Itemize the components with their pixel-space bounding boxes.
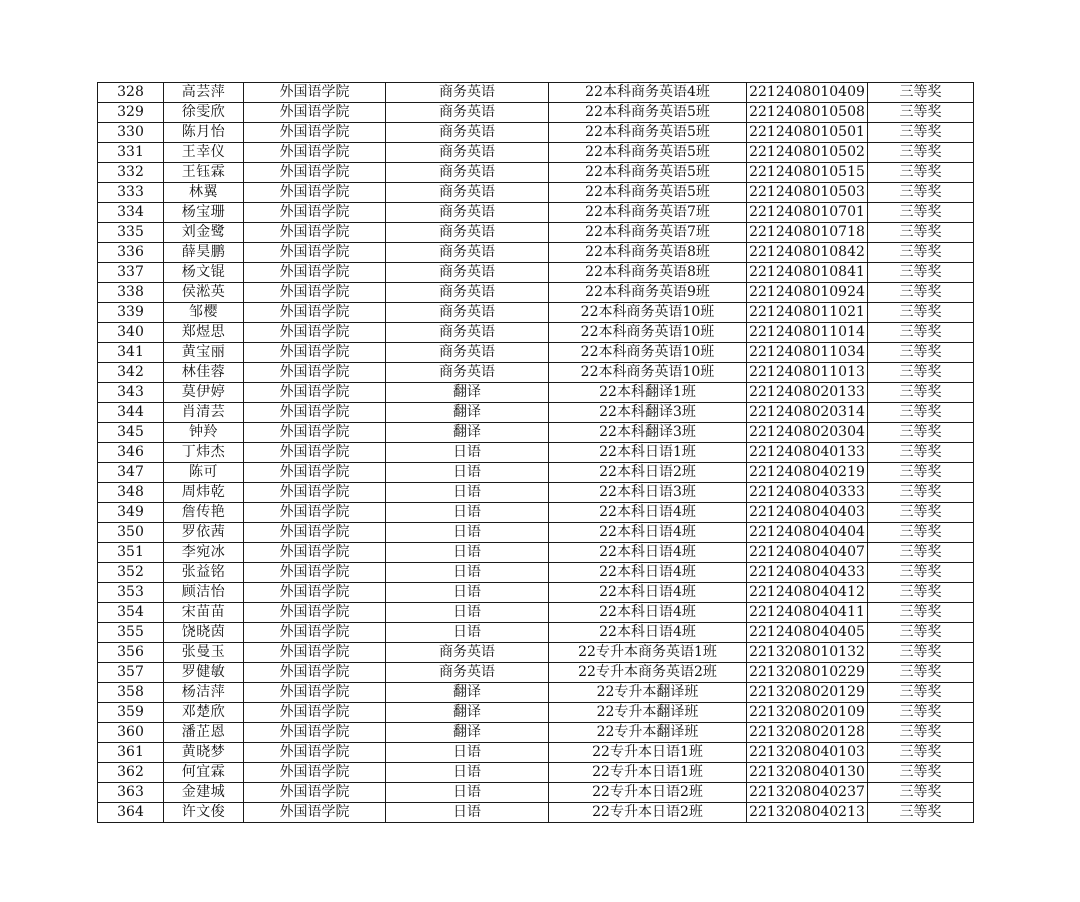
cell-student-id: 2212408040407 — [747, 543, 868, 563]
cell-student-id: 2212408040405 — [747, 623, 868, 643]
cell-college: 外国语学院 — [244, 323, 386, 343]
cell-name: 杨洁萍 — [164, 683, 244, 703]
cell-student-id: 2212408040433 — [747, 563, 868, 583]
cell-student-id: 2212408011034 — [747, 343, 868, 363]
cell-college: 外国语学院 — [244, 683, 386, 703]
table-row — [98, 243, 974, 263]
cell-name: 陈可 — [164, 463, 244, 483]
cell-student-id: 2213208020128 — [747, 723, 868, 743]
cell-name: 杨宝珊 — [164, 203, 244, 223]
cell-no: 358 — [98, 683, 164, 703]
award-list-table — [97, 82, 974, 823]
cell-no: 343 — [98, 383, 164, 403]
cell-class: 22专升本翻译班 — [549, 683, 747, 703]
cell-college: 外国语学院 — [244, 283, 386, 303]
cell-college: 外国语学院 — [244, 103, 386, 123]
cell-award: 三等奖 — [868, 403, 974, 423]
cell-major: 商务英语 — [386, 183, 549, 203]
cell-no: 335 — [98, 223, 164, 243]
cell-no: 364 — [98, 803, 164, 823]
cell-no: 359 — [98, 703, 164, 723]
cell-student-id: 2213208020109 — [747, 703, 868, 723]
cell-award: 三等奖 — [868, 83, 974, 103]
cell-name: 林佳蓉 — [164, 363, 244, 383]
cell-student-id: 2212408040403 — [747, 503, 868, 523]
cell-student-id: 2212408040133 — [747, 443, 868, 463]
cell-student-id: 2212408040412 — [747, 583, 868, 603]
cell-college: 外国语学院 — [244, 243, 386, 263]
cell-major: 商务英语 — [386, 323, 549, 343]
cell-no: 361 — [98, 743, 164, 763]
table-body — [98, 83, 974, 823]
table-row — [98, 163, 974, 183]
cell-no: 339 — [98, 303, 164, 323]
cell-student-id: 2212408010508 — [747, 103, 868, 123]
cell-student-id: 2212408040219 — [747, 463, 868, 483]
cell-class: 22专升本商务英语1班 — [549, 643, 747, 663]
cell-award: 三等奖 — [868, 783, 974, 803]
cell-student-id: 2213208010229 — [747, 663, 868, 683]
cell-college: 外国语学院 — [244, 363, 386, 383]
cell-class: 22本科商务英语10班 — [549, 323, 747, 343]
cell-college: 外国语学院 — [244, 783, 386, 803]
cell-award: 三等奖 — [868, 283, 974, 303]
cell-award: 三等奖 — [868, 483, 974, 503]
cell-class: 22本科日语1班 — [549, 443, 747, 463]
cell-college: 外国语学院 — [244, 423, 386, 443]
cell-name: 邹樱 — [164, 303, 244, 323]
table-row — [98, 803, 974, 823]
cell-name: 丁炜杰 — [164, 443, 244, 463]
cell-name: 杨文锟 — [164, 263, 244, 283]
cell-college: 外国语学院 — [244, 403, 386, 423]
cell-major: 商务英语 — [386, 263, 549, 283]
table-row — [98, 383, 974, 403]
cell-student-id: 2212408011021 — [747, 303, 868, 323]
cell-major: 商务英语 — [386, 363, 549, 383]
cell-college: 外国语学院 — [244, 223, 386, 243]
cell-student-id: 2213208040213 — [747, 803, 868, 823]
cell-class: 22专升本日语2班 — [549, 783, 747, 803]
cell-major: 商务英语 — [386, 243, 549, 263]
cell-college: 外国语学院 — [244, 523, 386, 543]
table-row — [98, 603, 974, 623]
cell-award: 三等奖 — [868, 163, 974, 183]
cell-award: 三等奖 — [868, 683, 974, 703]
cell-major: 商务英语 — [386, 143, 549, 163]
cell-class: 22本科翻译3班 — [549, 423, 747, 443]
cell-major: 日语 — [386, 583, 549, 603]
cell-major: 翻译 — [386, 703, 549, 723]
cell-college: 外国语学院 — [244, 663, 386, 683]
cell-student-id: 2212408020133 — [747, 383, 868, 403]
cell-name: 徐雯欣 — [164, 103, 244, 123]
cell-student-id: 2212408040411 — [747, 603, 868, 623]
cell-major: 日语 — [386, 803, 549, 823]
cell-award: 三等奖 — [868, 803, 974, 823]
cell-class: 22本科日语4班 — [549, 523, 747, 543]
table-row — [98, 103, 974, 123]
cell-award: 三等奖 — [868, 103, 974, 123]
cell-class: 22本科商务英语8班 — [549, 263, 747, 283]
cell-class: 22本科商务英语10班 — [549, 343, 747, 363]
cell-award: 三等奖 — [868, 203, 974, 223]
table-row — [98, 523, 974, 543]
cell-major: 翻译 — [386, 423, 549, 443]
cell-major: 翻译 — [386, 403, 549, 423]
cell-no: 338 — [98, 283, 164, 303]
cell-no: 336 — [98, 243, 164, 263]
cell-name: 罗健敏 — [164, 663, 244, 683]
cell-award: 三等奖 — [868, 563, 974, 583]
cell-name: 高芸萍 — [164, 83, 244, 103]
cell-award: 三等奖 — [868, 323, 974, 343]
table-row — [98, 83, 974, 103]
cell-college: 外国语学院 — [244, 763, 386, 783]
cell-class: 22本科商务英语4班 — [549, 83, 747, 103]
table-row — [98, 143, 974, 163]
cell-class: 22本科商务英语5班 — [549, 123, 747, 143]
cell-award: 三等奖 — [868, 383, 974, 403]
cell-college: 外国语学院 — [244, 343, 386, 363]
cell-name: 潘芷恩 — [164, 723, 244, 743]
cell-name: 莫伊婷 — [164, 383, 244, 403]
cell-award: 三等奖 — [868, 123, 974, 143]
cell-college: 外国语学院 — [244, 163, 386, 183]
cell-class: 22专升本翻译班 — [549, 723, 747, 743]
cell-name: 黄宝丽 — [164, 343, 244, 363]
cell-name: 宋苗苗 — [164, 603, 244, 623]
cell-student-id: 2212408010718 — [747, 223, 868, 243]
cell-class: 22专升本日语2班 — [549, 803, 747, 823]
cell-major: 商务英语 — [386, 303, 549, 323]
table-row — [98, 763, 974, 783]
cell-no: 333 — [98, 183, 164, 203]
cell-name: 郑煜思 — [164, 323, 244, 343]
cell-award: 三等奖 — [868, 223, 974, 243]
cell-class: 22本科日语3班 — [549, 483, 747, 503]
cell-college: 外国语学院 — [244, 743, 386, 763]
cell-name: 周炜乾 — [164, 483, 244, 503]
cell-class: 22本科日语4班 — [549, 583, 747, 603]
cell-award: 三等奖 — [868, 663, 974, 683]
cell-award: 三等奖 — [868, 543, 974, 563]
table-row — [98, 503, 974, 523]
cell-major: 日语 — [386, 463, 549, 483]
cell-no: 363 — [98, 783, 164, 803]
cell-student-id: 2212408010501 — [747, 123, 868, 143]
cell-major: 商务英语 — [386, 83, 549, 103]
cell-student-id: 2212408010701 — [747, 203, 868, 223]
table-row — [98, 623, 974, 643]
cell-college: 外国语学院 — [244, 543, 386, 563]
table-row — [98, 643, 974, 663]
cell-no: 355 — [98, 623, 164, 643]
cell-college: 外国语学院 — [244, 603, 386, 623]
cell-name: 王幸仪 — [164, 143, 244, 163]
cell-student-id: 2213208040237 — [747, 783, 868, 803]
cell-name: 黄晓梦 — [164, 743, 244, 763]
cell-major: 日语 — [386, 623, 549, 643]
cell-award: 三等奖 — [868, 463, 974, 483]
cell-class: 22本科商务英语9班 — [549, 283, 747, 303]
cell-major: 商务英语 — [386, 163, 549, 183]
cell-name: 顾洁怡 — [164, 583, 244, 603]
cell-no: 348 — [98, 483, 164, 503]
cell-no: 354 — [98, 603, 164, 623]
cell-name: 詹传艳 — [164, 503, 244, 523]
cell-class: 22本科翻译1班 — [549, 383, 747, 403]
cell-name: 许文俊 — [164, 803, 244, 823]
cell-student-id: 2212408010515 — [747, 163, 868, 183]
cell-major: 日语 — [386, 483, 549, 503]
cell-student-id: 2213208040103 — [747, 743, 868, 763]
cell-award: 三等奖 — [868, 263, 974, 283]
cell-class: 22本科日语4班 — [549, 563, 747, 583]
cell-award: 三等奖 — [868, 363, 974, 383]
cell-no: 329 — [98, 103, 164, 123]
cell-major: 翻译 — [386, 683, 549, 703]
table-row — [98, 483, 974, 503]
table-row — [98, 123, 974, 143]
cell-class: 22本科商务英语10班 — [549, 363, 747, 383]
cell-no: 340 — [98, 323, 164, 343]
cell-student-id: 2212408011013 — [747, 363, 868, 383]
cell-no: 362 — [98, 763, 164, 783]
table-row — [98, 223, 974, 243]
cell-major: 翻译 — [386, 383, 549, 403]
cell-college: 外国语学院 — [244, 563, 386, 583]
cell-name: 邓楚欣 — [164, 703, 244, 723]
table-row — [98, 423, 974, 443]
cell-college: 外国语学院 — [244, 643, 386, 663]
cell-college: 外国语学院 — [244, 263, 386, 283]
cell-student-id: 2213208020129 — [747, 683, 868, 703]
cell-award: 三等奖 — [868, 423, 974, 443]
cell-no: 328 — [98, 83, 164, 103]
cell-no: 356 — [98, 643, 164, 663]
cell-college: 外国语学院 — [244, 183, 386, 203]
cell-class: 22本科商务英语7班 — [549, 223, 747, 243]
cell-major: 商务英语 — [386, 663, 549, 683]
cell-award: 三等奖 — [868, 623, 974, 643]
table-row — [98, 683, 974, 703]
cell-name: 肖清芸 — [164, 403, 244, 423]
cell-college: 外国语学院 — [244, 803, 386, 823]
cell-class: 22本科翻译3班 — [549, 403, 747, 423]
cell-no: 353 — [98, 583, 164, 603]
table-row — [98, 263, 974, 283]
cell-award: 三等奖 — [868, 143, 974, 163]
cell-class: 22专升本日语1班 — [549, 743, 747, 763]
table-row — [98, 543, 974, 563]
table-row — [98, 403, 974, 423]
cell-student-id: 2212408010924 — [747, 283, 868, 303]
cell-college: 外国语学院 — [244, 463, 386, 483]
cell-name: 侯淞英 — [164, 283, 244, 303]
cell-major: 日语 — [386, 603, 549, 623]
cell-no: 352 — [98, 563, 164, 583]
cell-major: 商务英语 — [386, 343, 549, 363]
table-row — [98, 363, 974, 383]
cell-college: 外国语学院 — [244, 303, 386, 323]
cell-no: 350 — [98, 523, 164, 543]
table-row — [98, 323, 974, 343]
cell-name: 刘金鹭 — [164, 223, 244, 243]
cell-student-id: 2212408040333 — [747, 483, 868, 503]
cell-major: 日语 — [386, 563, 549, 583]
cell-no: 349 — [98, 503, 164, 523]
cell-major: 翻译 — [386, 723, 549, 743]
cell-college: 外国语学院 — [244, 203, 386, 223]
cell-no: 341 — [98, 343, 164, 363]
table-row — [98, 563, 974, 583]
cell-class: 22专升本商务英语2班 — [549, 663, 747, 683]
cell-major: 日语 — [386, 523, 549, 543]
cell-award: 三等奖 — [868, 703, 974, 723]
cell-class: 22本科商务英语10班 — [549, 303, 747, 323]
cell-college: 外国语学院 — [244, 123, 386, 143]
cell-college: 外国语学院 — [244, 723, 386, 743]
table-row — [98, 203, 974, 223]
cell-student-id: 2212408020314 — [747, 403, 868, 423]
cell-college: 外国语学院 — [244, 443, 386, 463]
cell-award: 三等奖 — [868, 643, 974, 663]
table-row — [98, 463, 974, 483]
cell-major: 日语 — [386, 503, 549, 523]
cell-award: 三等奖 — [868, 303, 974, 323]
cell-no: 351 — [98, 543, 164, 563]
cell-major: 商务英语 — [386, 283, 549, 303]
cell-major: 日语 — [386, 743, 549, 763]
cell-class: 22本科商务英语8班 — [549, 243, 747, 263]
cell-student-id: 2212408011014 — [747, 323, 868, 343]
cell-class: 22本科商务英语5班 — [549, 183, 747, 203]
cell-student-id: 2213208010132 — [747, 643, 868, 663]
cell-award: 三等奖 — [868, 743, 974, 763]
cell-no: 330 — [98, 123, 164, 143]
cell-no: 347 — [98, 463, 164, 483]
cell-student-id: 2212408010842 — [747, 243, 868, 263]
cell-college: 外国语学院 — [244, 703, 386, 723]
cell-class: 22本科日语4班 — [549, 623, 747, 643]
cell-college: 外国语学院 — [244, 143, 386, 163]
cell-name: 何宜霖 — [164, 763, 244, 783]
cell-college: 外国语学院 — [244, 503, 386, 523]
cell-name: 陈月怡 — [164, 123, 244, 143]
table-row — [98, 743, 974, 763]
cell-no: 342 — [98, 363, 164, 383]
cell-class: 22本科日语4班 — [549, 503, 747, 523]
cell-major: 日语 — [386, 543, 549, 563]
table-row — [98, 783, 974, 803]
cell-name: 钟羚 — [164, 423, 244, 443]
cell-award: 三等奖 — [868, 523, 974, 543]
cell-college: 外国语学院 — [244, 483, 386, 503]
cell-award: 三等奖 — [868, 443, 974, 463]
cell-student-id: 2212408020304 — [747, 423, 868, 443]
table-row — [98, 443, 974, 463]
cell-no: 344 — [98, 403, 164, 423]
cell-name: 饶晓茵 — [164, 623, 244, 643]
cell-student-id: 2212408040404 — [747, 523, 868, 543]
cell-student-id: 2212408010502 — [747, 143, 868, 163]
cell-class: 22本科商务英语5班 — [549, 163, 747, 183]
table-row — [98, 303, 974, 323]
table-row — [98, 183, 974, 203]
cell-no: 331 — [98, 143, 164, 163]
cell-major: 商务英语 — [386, 203, 549, 223]
cell-student-id: 2213208040130 — [747, 763, 868, 783]
cell-name: 张益铭 — [164, 563, 244, 583]
cell-class: 22本科日语2班 — [549, 463, 747, 483]
cell-college: 外国语学院 — [244, 583, 386, 603]
cell-class: 22本科日语4班 — [549, 543, 747, 563]
cell-name: 罗依茜 — [164, 523, 244, 543]
cell-award: 三等奖 — [868, 723, 974, 743]
cell-name: 金建城 — [164, 783, 244, 803]
cell-no: 332 — [98, 163, 164, 183]
table-row — [98, 663, 974, 683]
table-row — [98, 703, 974, 723]
cell-award: 三等奖 — [868, 343, 974, 363]
cell-name: 薛昊鹏 — [164, 243, 244, 263]
cell-major: 日语 — [386, 443, 549, 463]
cell-class: 22本科商务英语5班 — [549, 103, 747, 123]
cell-major: 商务英语 — [386, 103, 549, 123]
cell-award: 三等奖 — [868, 763, 974, 783]
table-row — [98, 583, 974, 603]
table-row — [98, 343, 974, 363]
cell-major: 商务英语 — [386, 643, 549, 663]
cell-award: 三等奖 — [868, 603, 974, 623]
cell-no: 357 — [98, 663, 164, 683]
cell-no: 360 — [98, 723, 164, 743]
cell-class: 22本科商务英语7班 — [549, 203, 747, 223]
cell-class: 22本科商务英语5班 — [549, 143, 747, 163]
cell-college: 外国语学院 — [244, 383, 386, 403]
cell-award: 三等奖 — [868, 503, 974, 523]
cell-major: 商务英语 — [386, 223, 549, 243]
cell-name: 林翼 — [164, 183, 244, 203]
cell-class: 22专升本翻译班 — [549, 703, 747, 723]
cell-name: 张曼玉 — [164, 643, 244, 663]
cell-no: 337 — [98, 263, 164, 283]
cell-no: 345 — [98, 423, 164, 443]
cell-name: 王钰霖 — [164, 163, 244, 183]
table-row — [98, 723, 974, 743]
cell-major: 商务英语 — [386, 123, 549, 143]
cell-class: 22本科日语4班 — [549, 603, 747, 623]
table-row — [98, 283, 974, 303]
cell-student-id: 2212408010409 — [747, 83, 868, 103]
cell-no: 346 — [98, 443, 164, 463]
cell-major: 日语 — [386, 783, 549, 803]
cell-name: 李宛冰 — [164, 543, 244, 563]
cell-award: 三等奖 — [868, 183, 974, 203]
cell-student-id: 2212408010841 — [747, 263, 868, 283]
cell-major: 日语 — [386, 763, 549, 783]
cell-award: 三等奖 — [868, 243, 974, 263]
cell-college: 外国语学院 — [244, 623, 386, 643]
cell-award: 三等奖 — [868, 583, 974, 603]
cell-student-id: 2212408010503 — [747, 183, 868, 203]
cell-no: 334 — [98, 203, 164, 223]
cell-class: 22专升本日语1班 — [549, 763, 747, 783]
cell-college: 外国语学院 — [244, 83, 386, 103]
